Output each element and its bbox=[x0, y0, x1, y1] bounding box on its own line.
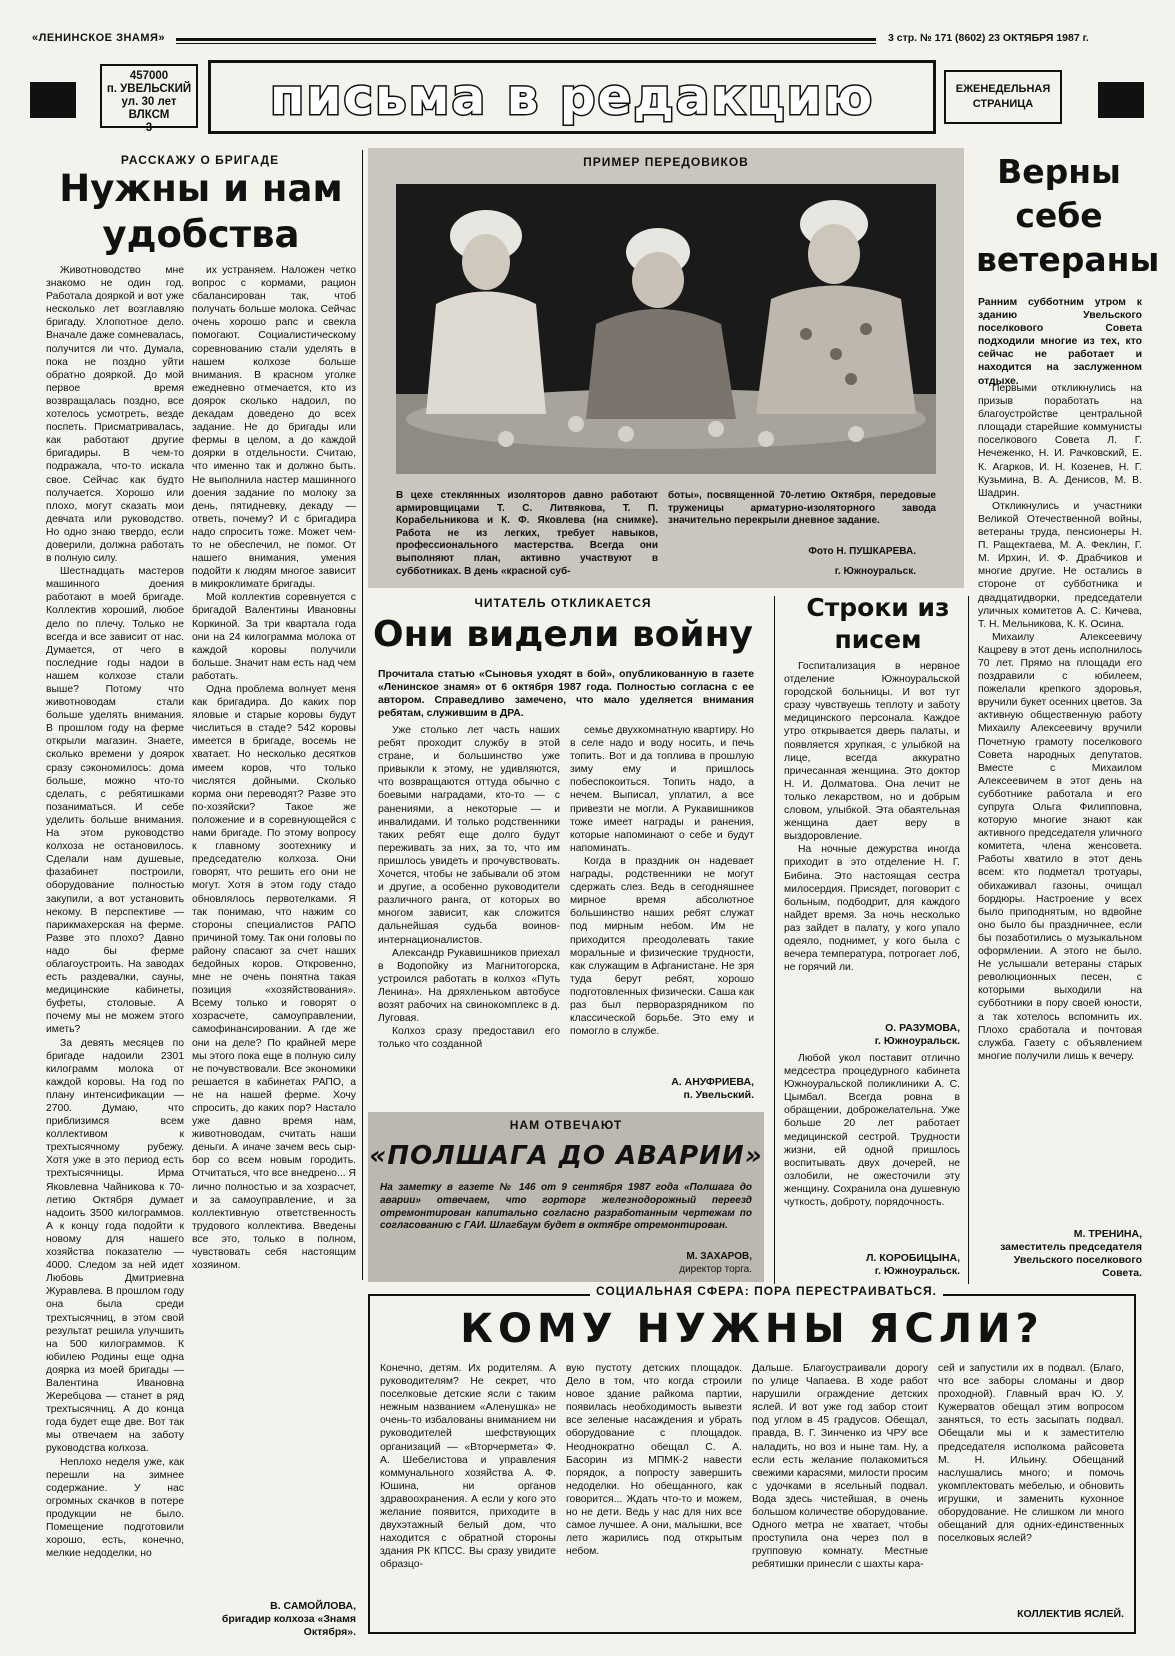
article2-lead: Прочитала статью «Сыновья уходят в бой», опубликованную в газете «Ленинское знамя» от 6 октября 1987 года. Полностью согласна с ее автором. Справедливо замечено, что мало уделяется внимания ребятам, служившим в ДРА. bbox=[378, 669, 754, 720]
photo-caption-left: В цехе стеклянных изоляторов давно работают армировщицами Т. С. Литвякова, Т. П. Корабельникова и К. Ф. Яковлева (на снимке). Работа не из легких, требует навыков, профессионального мастерства. Всегда они выполняют план, активно участвуют в субботниках. В день «красной суб- bbox=[396, 490, 658, 577]
answer-box-headline: «ПОЛШАГА ДО АВАРИИ» bbox=[369, 1141, 763, 1171]
article2-headline: Они видели войну bbox=[373, 614, 753, 655]
workers-photo-illustration bbox=[396, 184, 936, 474]
article5-kicker: СОЦИАЛЬНАЯ СФЕРА: ПОРА ПЕРЕСТРАИВАТЬСЯ. bbox=[590, 1284, 943, 1298]
decorative-block-left bbox=[30, 82, 76, 118]
article3-signature-2: Л. КОРОБИЦЫНА, г. Южноуральск. bbox=[866, 1252, 960, 1277]
article5-headline: КОМУ НУЖНЫ ЯСЛИ? bbox=[460, 1306, 1044, 1352]
article2-signature: А. АНУФРИЕВА, п. Увельский. bbox=[671, 1076, 754, 1101]
article3-signature-1: О. РАЗУМОВА, г. Южноуральск. bbox=[874, 1022, 960, 1047]
article2-kicker: ЧИТАТЕЛЬ ОТКЛИКАЕТСЯ bbox=[474, 596, 652, 610]
photo-feature bbox=[368, 148, 964, 588]
article5-column-1: Конечно, детям. Их родителям. А руководителям? Не секрет, что поселковые детские ясли с таким нежным названием «Аленушка» не очень-то избалованы вниманием ни руководителей шефствующих организаций — «Вторчермета» Ф. А. Шебелистова и управления коммунального хозяйства А. Ф. Юшина, ни органов здравоохранения. А если у кого это желание появится, приходите в двухэтажный белый дом, что находится с обратной стороны здания РК КПСС. Вы сразу увидите образцо- bbox=[380, 1363, 556, 1571]
masthead bbox=[0, 0, 1175, 160]
paper-name: «ЛЕНИНСКОЕ ЗНАМЯ» bbox=[32, 32, 166, 44]
section-title-box bbox=[208, 60, 936, 134]
answer-box-kicker: НАМ ОТВЕЧАЮТ bbox=[509, 1118, 623, 1132]
photo bbox=[396, 184, 936, 474]
article1-signature: В. САМОЙЛОВА, бригадир колхоза «Знамя Октября». bbox=[221, 1600, 356, 1638]
photo-place: г. Южноуральск. bbox=[834, 566, 916, 577]
issue-info: 3 стр. № 171 (8602) 23 ОКТЯБРЯ 1987 г. bbox=[888, 32, 1089, 44]
answer-box-signature: М. ЗАХАРОВ, директор торга. bbox=[679, 1251, 752, 1275]
article1-column-2: их устраняем. Наложен четко вопрос с кормами, рацион сбалансирован так, чтоб получать больше молока. Сейчас очень хорошо рапс и свекла помогают. Социалистическому соревнованию стали уделять в нашем колхозе больше внимания. В красном уголке ежедневно отмечается, кто из доярок сколько надоил, по декадам доведено до всех задание. Не до бригады или фермы в целом, а до каждой доярки в отдельности. Считаю, что именно так и должно быть. Не выполнила настер машинного доения задание по молоку за день, пятидневку, декаду — ответь, почему? И с бригадира надо спросить тоже. Может чем-то не обеспечил, не помог. От нашего внимания, умения подойти к людям многое зависит в микроклимате бригады. Мой коллектив соревнуется с бригадой Валентины Ивановны Коркиной. За три квартала года они на 24 килограмма молока от каждой коровы получили больше. Значит нам есть над чем работать. Одна проблема волнует меня как бригадира. До каких пор яловые и старые коровы будут числиться в стаде? 542 коровы имеется в бригаде, восемь не хватает. Но несколько десятков имеем коров, что только числятся дойными. Сколько корма они переводят? Разве это по-хозяйски? Такое же положение и в соревнующейся с нами бригаде. По этому вопросу к главному зоотехнику и председателю колхоза. Они говорят, что решить его они не могут. Хотя в этом году стадо обновлялось первотелками. Я так понимаю, что нажим со стороны специалистов РАПО причиной тому. Так они головы по району спасают за счет наших бедойных коров. Откровенно, мне не очень понятна такая позиция «хозяйствования». Всему только и говорят о хозрасчете, самоуправлении, самофинансировании. А где же они на деле? По крайней мере мы этого пока еще в полную силу не почувствовали. Все экономики решается в кабинетах РАПО, а не на нашей ферме. Хочу спросить, до каких пор? Настало уже давно время нам, животноводам, считать наши деньги. А иначе зачем весь сыр-бор со всем новым городить. Отчитаться, что все внедрено... Я лично полностью и за хозрасчет, и за самоуправление, и за коллективную ответственность трудового коллектива. Введены все это, только в полном, чувствовать себя настоящим хозяином. bbox=[192, 265, 357, 1272]
article5-signature: КОЛЛЕКТИВ ЯСЛЕЙ. bbox=[1017, 1608, 1124, 1620]
photo-credit: Фото Н. ПУШКАРЕВА. bbox=[808, 546, 916, 557]
address-box: 457000 п. УВЕЛЬСКИЙ ул. 30 лет ВЛКСМ 3 bbox=[100, 64, 198, 128]
article2-column-1: Уже столько лет часть наших ребят проходит службу в этой стране, и большинство уже привыкли к этому, не удивляются, что возвращаются оттуда обычно с боевыми наградами, кто-то — с ранениями, а некоторые — и инвалидами. И только родственники таких ребят еще долго будут переживать за них, за то, что им пришлось увидеть и прочувствовать. Хочется, чтобы не забывали об этом и другие, а особенно руководители различного ранга, от которых во многом зависит, как сложится дальнейшая судьба воинов-интернационалистов. Александр Рукавишников приехал в Водопойку из Магнитогорска, устроился работать в колхоз «Путь Ленина». На дряхленьком автобусе возят рабочих на свинокомплекс в д. Луговая. Колхоз сразу предоставил его только что созданной bbox=[378, 725, 560, 1051]
article5-column-4: сей и запустили их в подвал. (Благо, что все заборы сломаны и двор проходной). Главный врач Ю. У. Кужерватов обещал этим вопросом заняться, то есть засыпать подвал. Обещали мы и к заместителю председателя исполкома райсовета М. Н. Ильину. Обещаний наслушались много; и помочь укомплектовать мебелью, и обновить игрушки, и заменить кухонное оборудование. Не слишком ли много обещаний для одних-единственных поселковых яслей? bbox=[938, 1363, 1124, 1545]
article4-lead: Ранним субботним утром к зданию Увельского поселкового Совета подходили многие из тех, кто сейчас не работает и находится на заслуженном отдыхе. bbox=[978, 297, 1142, 387]
answer-box bbox=[368, 1112, 764, 1282]
article4-body: Первыми откликнулись на призыв поработать на благоустройстве центральной площади старейшие коммунисты поселкового Совета Л. Г. Нечеженко, Н. И. Рачковский, Е. К. Агарков, И. Н. Козенев, Н. Г. Кузьмина, В. А. Денисов, М. В. Шадрин. Откликнулись и участники Великой Отечественной войны, ветераны труда, пенсионеры Н. П. Ращектаева, М. А. Феклин, Г. М. Ирхин, И. Ф. Драбчиков и многие другие. Не остались в стороне от субботника и двадцатидворки, председатели уличных комитетов А. С. Кичева, Т. Н. Мельникова, К. К. Осина. Михаилу Алексеевичу Кацреву в этот день исполнилось 70 лет. Прямо на площади его поздравили с юбилеем, пожелали крепкого здоровья, вручили букет осенних цветов. За активную общественную работу Михаилу Алексеевичу вручили Почетную грамоту поселкового Совета народных депутатов. Вместе с Михаилом Алексеевичем в этот день на субботнике работала и его супруга Ольга Филипповна, которую многие знают как активного председателя уличного комитета, члена женсовета. Работы хватило в этот день всем: кто подметал тротуары, обихаживал газоны, очищал бордюры. Настроение у всех было приподнятым, но вдвойне оно было бы праздничнее, если бы позаботились о музыкальном оформлении. А этого не было. Не услышали ветераны старых революционных песен, с которыми выходили на субботники в пору своей юности, а так хотелось вспомнить их. Плохо сработала и почтовая служба. Газету с объявлением многие получили лишь к вечеру. bbox=[978, 383, 1142, 1062]
article2-column-2: семье двухкомнатную квартиру. Но в селе надо и воду носить, и печь топить. Вот и да топлива в прошлую зиму ему и пришлось побеспокоиться. Топить надо, а нечем. Выписал, уплатил, а все привезти не могли. А Рукавишников тоже имеет награды и ранения, которые напоминают о себе и будут напоминать. Когда в праздник он надевает награды, родственники не могут сдержать слез. Ведь в сегодняшнее мирное время абсолютное большинство наших ребят служат под мирным небом. Им не приходится преодолевать такие моральные и физические трудности, как служащим в Афганистане. Не зря туда берут ребят, хорошо подготовленных физически. Саша как раз был перворазрядником по классической борьбе. Это ему и помогло в службе. bbox=[570, 725, 754, 1038]
decorative-block-right bbox=[1098, 82, 1144, 118]
article3-headline: Строки из писем bbox=[806, 593, 950, 654]
photo-feature-kicker: ПРИМЕР ПЕРЕДОВИКОВ bbox=[583, 155, 749, 169]
answer-box-body: На заметку в газете № 146 от 9 сентября 1987 года «Полшага до аварии» отвечаем, что горторг железнодорожный переезд отремонтирован капитально согласно разработанным чертежам по согласованию с ГАИ. Шлагбаум будет в октябре отремонтирован. bbox=[380, 1182, 752, 1232]
weekly-badge: ЕЖЕНЕДЕЛЬНАЯ СТРАНИЦА bbox=[944, 70, 1062, 124]
article4-signature: М. ТРЕНИНА, заместитель председателя Увельского поселкового Совета. bbox=[1000, 1228, 1142, 1279]
article4-headline: Верны себе ветераны bbox=[976, 152, 1160, 279]
article3-body: Госпитализация в нервное отделение Южноуральской городской больницы. И вот тут сразу чувствуешь теплоту и заботу медицинского персонала. Каждое утро открывается дверь палаты, и появляется хрупкая, с улыбкой на лице, всегда аккуратно причесанная женщина. Это доктор Н. И. Долматова. Она лечит не только лекарством, но и добрым словом, улыбкой. Эта обаятельная женщина дает веру в выздоровление. На ночные дежурства иногда приходит в это отделение Н. Г. Бибина. Это настоящая сестра милосердия. Присядет, поговорит с больным, подбодрит, для каждого найдет время. За ночь несколько раз зайдет в палату, у кого упало одеяло, поднимет, у кого была с вечера температура, потрогает лоб, не горячий ли. bbox=[784, 661, 960, 974]
article5-column-2: вую пустоту детских площадок. Дело в том, что когда строили новое здание райкома партии, появилась необходимость вывезти все зеленые насаждения и убрать оборудование с площадок. Неоднократно обещал С. А. Басорин из МПМК-2 навести порядок, а попросту завершить недоделки. Но обещанного, как говорится... Ждать что-то и можем, но не дети. Ведь у нас для них все самое лучшее. А они, малышки, все лето жарились под открытым небом. bbox=[566, 1363, 742, 1558]
article1-kicker: РАССКАЖУ О БРИГАДЕ bbox=[120, 153, 280, 167]
photo-caption-right: боты», посвященной 70-летию Октября, передовые труженицы арматурно-изоляторного завода значительно перекрыли дневное задание. bbox=[668, 490, 936, 527]
section-title: письма в редакцию bbox=[269, 68, 875, 126]
article3-body-2: Любой укол поставит отлично медсестра процедурного кабинета Южноуральской поликлиники А. С. Цымбал. Всегда ровна в обращении, доброжелательна. Уже больше 20 лет работает медицинской сестрой. Трудности жизни, ей одной пришлось воспитывать двух дочерей, не озлобили, не ожесточили эту женщину. Сохранила она душевную чуткость, доброту, порядочность. bbox=[784, 1053, 960, 1209]
article5-column-3: Дальше. Благоустраивали дорогу по улице Чапаева. В ходе работ нарушили ограждение детских яслей. И вот уже год забор стоит под углом в 45 градусов. Обещал, правда, В. Г. Зинченко из ЧРУ все наладить, но воз и ныне там. Ну, а если есть желание полакомиться свежими карасями, милости просим с удочками в ясельный подвал. Вода здесь чистейшая, в очень большом количестве оборудование. Одного метра не хватает, чтобы проступила она через пол в групповую комнату. Местные ребятишки принесли с шахты кара- bbox=[752, 1363, 928, 1571]
article1-column-1: Животноводство мне знакомо не один год. Работала дояркой и вот уже несколько лет возглавляю бригаду. Хлопотное дело. Вначале даже сомневалась, получится ли что. Думала, пока не поздно уйти обратно дояркой. До мой первое время возвращалась поздно, все хотелось усмотреть, везде поспеть. Присматривалась, как работают другие бригадиры. В чем-то подражала, что-то искала свое. Сейчас как будто получается. Хорошо или плохо, могут сказать мои девчата или руководство. Но одно знаю твердо, если доверили, должна работать в полную силу. Шестнадцать мастеров машинного доения работают в моей бригаде. Коллектив хороший, любое дело по плечу. Только не всегда и все зависит от нас. Думается, от чего в последние годы надои в нашем колхозе стали выше? Потому что животноводам стали больше уделять внимания. В прошлом году на ферме открыли магазин. Знаете, сколько времени у доярок сразу сэкономилось: дома больше, можно что-то сделать, с ребятишками позаниматься. И себе уделить больше внимания. На этом руководство колхоза не остановилось. Сделали нам душевые, фазабинет построили, оборудование полностью закупили, а вот установить некому. В перспективе — парикмахерская на ферме. Разве это плохо? Давно надо бы ферме облагоустроить. На заводах есть раздевалки, сауны, медицинские кабинеты, буфеты, столовые. А почему мы не можем этого иметь? За девять месяцев по бригаде надоили 2301 килограмм молока от каждой коровы. На год по плану интенсификации — 2700. Думаю, что приблизимся всем коллективом к трехтысячному рубежу. Хотя уже в это период есть трехтысячницы. Ирма Яковлевна Чайникова к 70-летию Октября думает надоить 3500 килограммов. А к концу года подойти к новому для нашего хозяйства показателю — 4000. Следом за ней идет Любовь Дмитриевна Журавлева. В прошлом году она была среди трехтысячниц, в этом свой результат решила улучшить на 500 килограммов. К юбилею Родины еще одна доярка из моей бригады — Валентина Ивановна Жеребцова — станет в ряд трехтысячниц. А до конца года будет еще две. Вот так мы отвечаем на заботу руководства колхоза. Неплохо неделя уже, как перешли на зимнее содержание. У нас огромных скачков в потере продукции не было. Помещение подготовили хорошо, есть, конечно, мелкие недоделки, но bbox=[46, 265, 184, 1560]
article1-headline: Нужны и нам удобства bbox=[59, 167, 343, 256]
